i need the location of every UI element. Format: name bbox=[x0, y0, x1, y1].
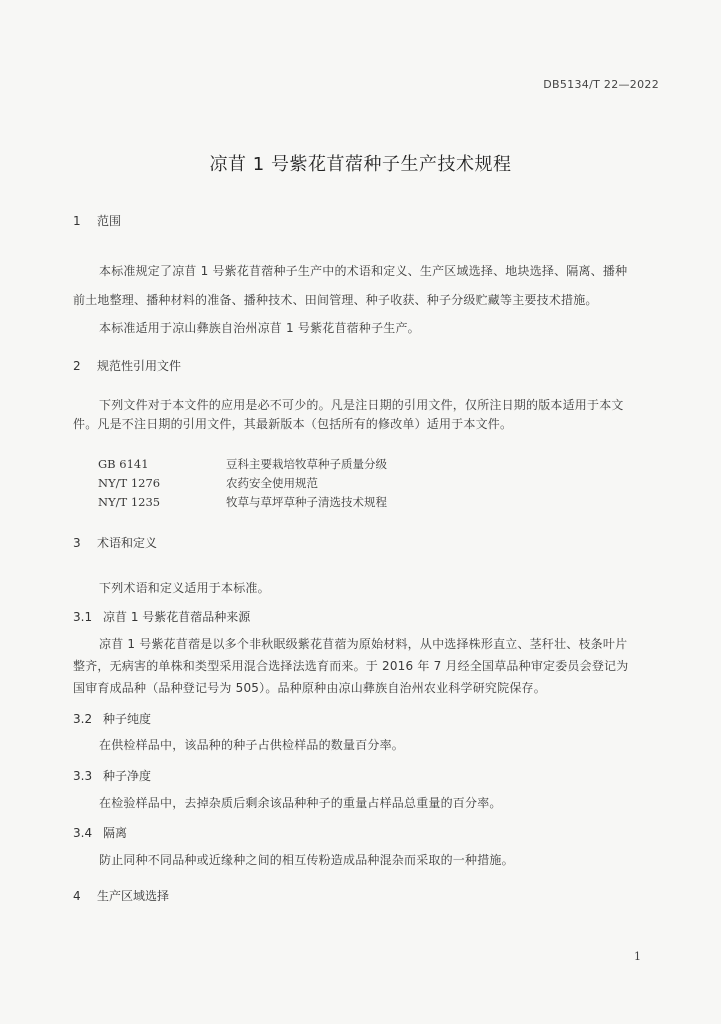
section-3-intro: 下列术语和定义适用于本标准。 bbox=[99, 581, 270, 595]
reference-code: NY/T 1276 bbox=[98, 476, 161, 490]
subsection-3-4-heading bbox=[73, 824, 127, 841]
reference-code: GB 6141 bbox=[98, 457, 149, 471]
subsection-title: 种子净度 bbox=[103, 769, 152, 783]
section-number: 2 bbox=[73, 359, 81, 373]
section-title: 范围 bbox=[97, 214, 122, 228]
section-2-heading bbox=[73, 357, 181, 374]
subsection-number: 3.3 bbox=[73, 769, 93, 783]
page-number: 1 bbox=[634, 950, 641, 963]
document-title: 凉苜 1 号紫花苜蓿种子生产技术规程 bbox=[209, 154, 512, 175]
reference-name: 豆科主要栽培牧草种子质量分级 bbox=[226, 457, 387, 471]
subsection-3-2-heading bbox=[73, 710, 151, 727]
reference-code: NY/T 1235 bbox=[98, 495, 161, 509]
reference-row bbox=[98, 456, 387, 472]
subsection-3-4-text: 防止同种不同品种或近缘种之间的相互传粉造成品种混杂而采取的一种措施。 bbox=[99, 853, 514, 867]
reference-name: 牧草与草坪草种子清选技术规程 bbox=[226, 495, 387, 509]
section-1-para-1-line-1: 本标准规定了凉苜 1 号紫花苜蓿种子生产中的术语和定义、生产区域选择、地块选择、隔离、播种 bbox=[99, 264, 628, 278]
section-1-para-2: 本标准适用于凉山彝族自治州凉苜 1 号紫花苜蓿种子生产。 bbox=[99, 321, 420, 335]
subsection-3-1-line-1: 凉苜 1 号紫花苜蓿是以多个非秋眠级紫花苜蓿为原始材料，从中选择株形直立、茎秆壮、枝条叶片 bbox=[99, 637, 628, 651]
section-2-para-line-2: 件。凡是不注日期的引用文件，其最新版本（包括所有的修改单）适用于本文件。 bbox=[73, 417, 513, 431]
subsection-3-3-heading bbox=[73, 767, 151, 784]
section-1-para-1-line-2: 前土地整理、播种材料的准备、播种技术、田间管理、种子收获、种子分级贮藏等主要技术措施。 bbox=[73, 293, 598, 307]
subsection-number: 3.1 bbox=[73, 610, 93, 624]
section-title: 规范性引用文件 bbox=[97, 359, 182, 373]
subsection-3-1-line-3: 国审育成品种（品种登记号为 505）。品种原种由凉山彝族自治州农业科学研究院保存。 bbox=[73, 681, 546, 695]
subsection-3-3-text: 在检验样品中，去掉杂质后剩余该品种种子的重量占样品总重量的百分率。 bbox=[99, 796, 502, 810]
reference-name: 农药安全使用规范 bbox=[226, 476, 318, 490]
section-number: 4 bbox=[73, 889, 81, 903]
section-number: 3 bbox=[73, 536, 81, 550]
subsection-title: 种子纯度 bbox=[103, 712, 152, 726]
subsection-number: 3.4 bbox=[73, 826, 93, 840]
section-number: 1 bbox=[73, 214, 81, 228]
subsection-3-1-line-2: 整齐，无病害的单株和类型采用混合选择法选育而来。于 2016 年 7 月经全国草品种审定委员会登记为 bbox=[73, 659, 629, 673]
section-2-para-line-1: 下列文件对于本文件的应用是必不可少的。凡是注日期的引用文件，仅所注日期的版本适用于本文 bbox=[99, 398, 624, 412]
subsection-3-2-text: 在供检样品中，该品种的种子占供检样品的数量百分率。 bbox=[99, 738, 405, 752]
reference-row bbox=[98, 494, 387, 510]
section-title: 术语和定义 bbox=[97, 536, 158, 550]
subsection-3-1-heading bbox=[73, 608, 250, 625]
subsection-number: 3.2 bbox=[73, 712, 93, 726]
standard-number: DB5134/T 22—2022 bbox=[543, 78, 659, 91]
subsection-title: 隔离 bbox=[103, 826, 128, 840]
section-1-heading bbox=[73, 212, 121, 229]
reference-row bbox=[98, 475, 318, 491]
section-4-heading bbox=[73, 887, 169, 904]
section-3-heading bbox=[73, 534, 157, 551]
subsection-title: 凉苜 1 号紫花苜蓿品种来源 bbox=[103, 610, 251, 624]
section-title: 生产区域选择 bbox=[97, 889, 170, 903]
